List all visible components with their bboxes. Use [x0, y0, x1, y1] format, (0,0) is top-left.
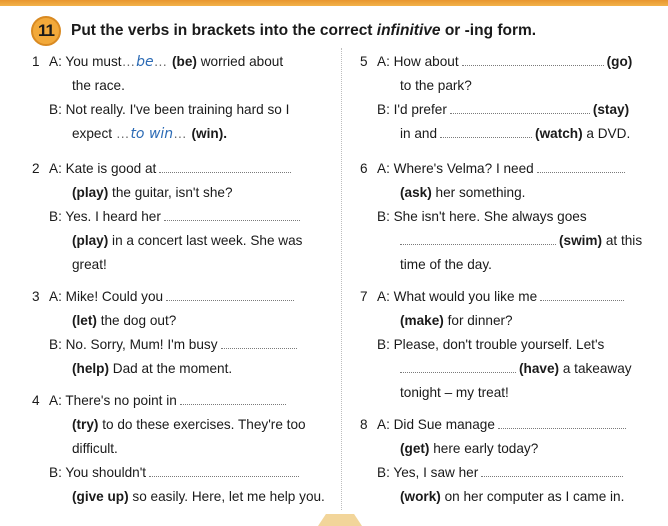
item-number: 2	[32, 161, 40, 176]
item-number: 6	[360, 161, 368, 176]
exercise-number-badge	[31, 16, 61, 46]
answer-blank[interactable]	[164, 219, 300, 221]
exercise-number: 11	[38, 21, 54, 40]
answer-blank[interactable]	[221, 347, 297, 349]
answer-blank[interactable]	[537, 171, 625, 173]
exercise-instruction: Put the verbs in brackets into the correct infinitive or -ing form.	[71, 22, 537, 39]
item-number: 1	[32, 54, 40, 69]
column-divider	[341, 48, 342, 510]
answer-blank[interactable]	[540, 299, 624, 301]
item-number: 3	[32, 289, 40, 304]
answer-blank[interactable]	[462, 64, 604, 66]
handwritten-answer: be	[136, 54, 154, 70]
answer-blank[interactable]	[440, 136, 532, 138]
exercise-header	[31, 16, 536, 46]
item-number: 8	[360, 417, 368, 432]
page-footer-tab	[318, 514, 362, 526]
item-1-line-a1: A: You must…be… (be) worried about	[49, 54, 284, 70]
item-number: 5	[360, 54, 368, 69]
answer-blank[interactable]	[180, 403, 286, 405]
top-accent-bar	[0, 0, 668, 6]
answer-blank[interactable]	[450, 112, 590, 114]
handwritten-answer: to win	[130, 126, 174, 142]
item-number: 4	[32, 393, 40, 408]
answer-blank[interactable]	[149, 475, 299, 477]
item-number: 7	[360, 289, 368, 304]
answer-blank[interactable]	[481, 475, 623, 477]
answer-blank[interactable]	[400, 371, 516, 373]
answer-blank[interactable]	[498, 427, 626, 429]
answer-blank[interactable]	[166, 299, 294, 301]
answer-blank[interactable]	[400, 243, 556, 245]
answer-blank[interactable]	[159, 171, 291, 173]
